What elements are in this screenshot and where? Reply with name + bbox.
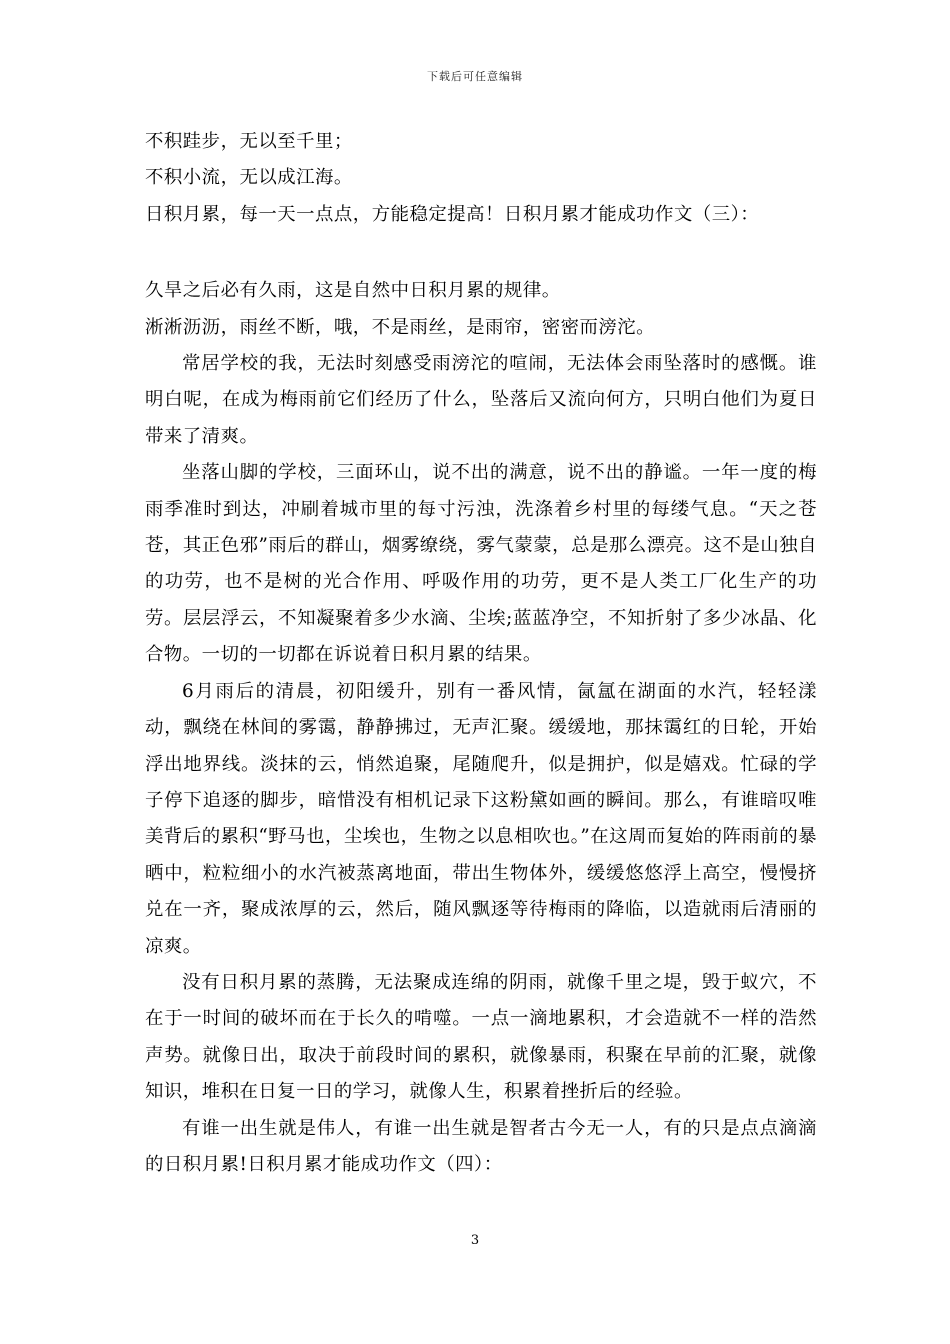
section-heading-line: 日积月累，每一天一点点，方能稳定提高！日积月累才能成功作文（三）： [145,203,760,225]
verse-line: 不积跬步，无以至千里； [145,131,353,152]
verse-line: 不积小流，无以成江海。 [145,167,353,189]
paragraph: 6月雨后的清晨，初阳缓升，别有一番风情，氤氲在湖面的水汽，轻轻漾动，飘绕在林间的雾霭，静静拂过，无声汇聚。缓缓地，那抹霭红的日轮，开始浮出地界线。淡抹的云，悄然追聚，尾随爬升，似是拥护，似是嬉戏。忙碌的学子停下追逐的脚步，暗惜没有相机记录下这粉黛如画的瞬间。那么，有谁暗叹唯美背后的累积“野马也，尘埃也，生物之以息相吹也。”在这周而复始的阵雨前的暴晒中，粒粒细小的水汽被蒸离地面，带出生物体外，缓缓悠悠浮上高空，慢慢挤兑在一齐，聚成浓厚的云，然后，随风飘逐等待梅雨的降临，以造就雨后清丽的凉爽。 [145,680,817,957]
page-header: 下载后可任意编辑 [427,70,523,83]
paragraph: 没有日积月累的蒸腾，无法聚成连绵的阴雨，就像千里之堤，毁于蚁穴，不在于一时间的破坏而在于长久的啃噬。一点一滴地累积，才会造就不一样的浩然声势。就像日出，取决于前段时间的累积，就像暴雨，积聚在早前的汇聚，就像知识，堆积在日复一日的学习，就像人生，积累着挫折后的经验。 [145,971,817,1103]
paragraph: 有谁一出生就是伟人，有谁一出生就是智者古今无一人，有的只是点点滴滴的日积月累!日积月累才能成功作文（四）： [145,1117,817,1175]
paragraph: 久旱之后必有久雨，这是自然中日积月累的规律。 [145,280,561,302]
paragraph: 常居学校的我，无法时刻感受雨滂沱的喧闹，无法体会雨坠落时的感慨。谁明白呢，在成为梅雨前它们经历了什么，坠落后又流向何方，只明白他们为夏日带来了清爽。 [145,353,817,447]
paragraph: 坐落山脚的学校，三面环山，说不出的满意，说不出的静谧。一年一度的梅雨季准时到达，冲刷着城市里的每寸污浊，洗涤着乡村里的每缕气息。“天之苍苍，其正色邪”雨后的群山，烟雾缭绕，雾气蒙蒙，总是那么漂亮。这不是山独自的功劳，也不是树的光合作用、呼吸作用的功劳，更不是人类工厂化生产的功劳。层层浮云，不知凝聚着多少水滴、尘埃;蓝蓝净空，不知折射了多少冰晶、化合物。一切的一切都在诉说着日积月累的结果。 [145,462,817,666]
page-number: 3 [470,1233,480,1248]
document-body [145,124,817,1183]
paragraph: 淅淅沥沥，雨丝不断，哦，不是雨丝，是雨帘，密密而滂沱。 [145,316,656,338]
blank-gap [145,233,817,273]
